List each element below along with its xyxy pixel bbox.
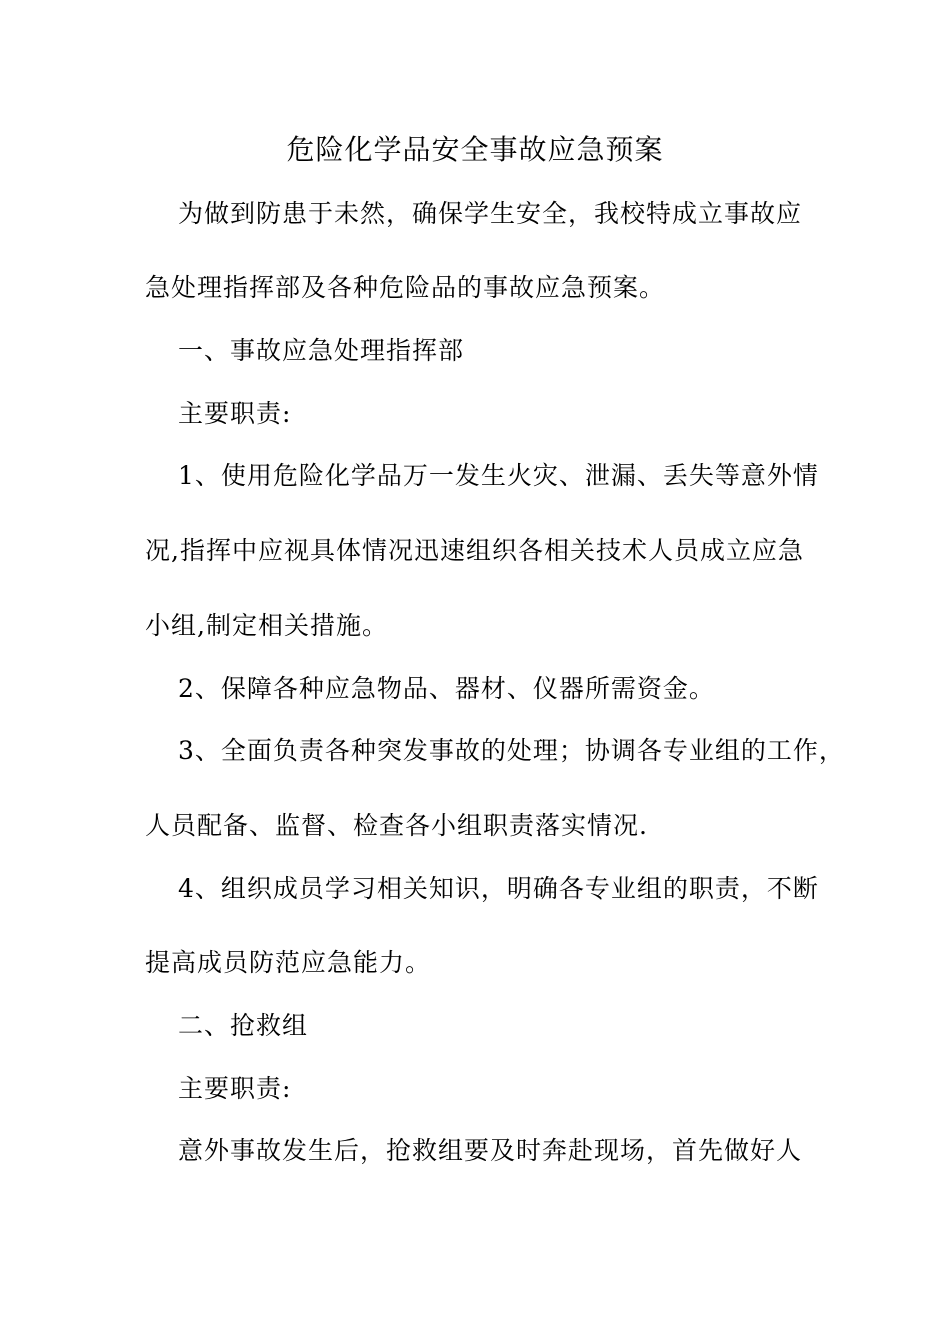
- paragraph-line: 2、保障各种应急物品、器材、仪器所需资金。: [178, 674, 715, 703]
- subheading: 主要职责:: [178, 1074, 292, 1103]
- paragraph-line: 1、使用危险化学品万一发生火灾、泄漏、丢失等意外情: [178, 461, 819, 490]
- section-heading: 一、事故应急处理指挥部: [178, 336, 465, 365]
- document-title: 危险化学品安全事故应急预案: [286, 133, 664, 166]
- paragraph-line: 4、组织成员学习相关知识，明确各专业组的职责，不断: [178, 874, 819, 903]
- paragraph-line: 小组,制定相关措施。: [145, 611, 388, 640]
- paragraph-line: 急处理指挥部及各种危险品的事故应急预案。: [145, 273, 666, 302]
- paragraph-line: 意外事故发生后，抢救组要及时奔赴现场，首先做好人: [178, 1136, 803, 1165]
- paragraph-line: 人员配备、监督、检查各小组职责落实情况.: [145, 811, 648, 840]
- paragraph-line: 3、全面负责各种突发事故的处理；协调各专业组的工作，: [178, 736, 845, 765]
- subheading: 主要职责:: [178, 399, 292, 428]
- section-heading: 二、抢救组: [178, 1011, 309, 1040]
- paragraph-line: 况,指挥中应视具体情况迅速组织各相关技术人员成立应急: [145, 536, 804, 565]
- paragraph-line: 提高成员防范应急能力。: [145, 948, 432, 977]
- paragraph-line: 为做到防患于未然，确保学生安全，我校特成立事故应: [178, 199, 803, 228]
